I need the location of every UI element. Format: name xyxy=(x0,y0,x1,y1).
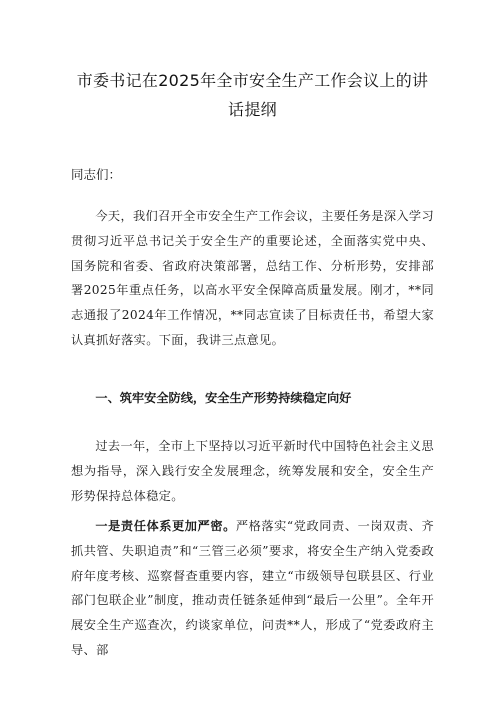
paragraph-overview: 过去一年，全市上下坚持以习近平新时代中国特色社会主义思想为指导，深入践行安全发展理念，统筹发展和安全，安全生产形势保持总体稳定。 xyxy=(71,439,434,503)
paragraph-intro: 今天，我们召开全市安全生产工作会议，主要任务是深入学习贯彻习近平总书记关于安全生产的重要论述，全面落实党中央、国务院和省委、省政府决策部署，总结工作、分析形势，安排部署2025年重点任务，以高水平安全保障高质量发展。刚才，**同志通报了2024年工作情况，**同志宣读了目标责任书，希望大家认真抓好落实。下面，我讲三点意见。 xyxy=(71,209,434,347)
paragraph-body: 严格落实“党政同责、一岗双责、齐抓共管、失职追责”和“三管三必须”要求，将安全生产纳入党委政府年度考核、巡察督查重要内容，建立“市级领导包联县区、行业部门包联企业”制度，推动责任链条延伸到“最后一公里”。全年开展安全生产巡查次，约谈家单位，问责**人，形成了“党委政府主导、部 xyxy=(71,519,434,657)
document-title: 市委书记在2025年全市安全生产工作会议上的讲话提纲 xyxy=(76,71,429,119)
paragraph-lead: 一是责任体系更加严密。 xyxy=(95,519,236,533)
paragraph-responsibility xyxy=(71,514,434,663)
greeting: 同志们： xyxy=(71,167,122,182)
section-heading-1: 一、筑牢安全防线，安全生产形势持续稳定向好 xyxy=(95,391,352,405)
